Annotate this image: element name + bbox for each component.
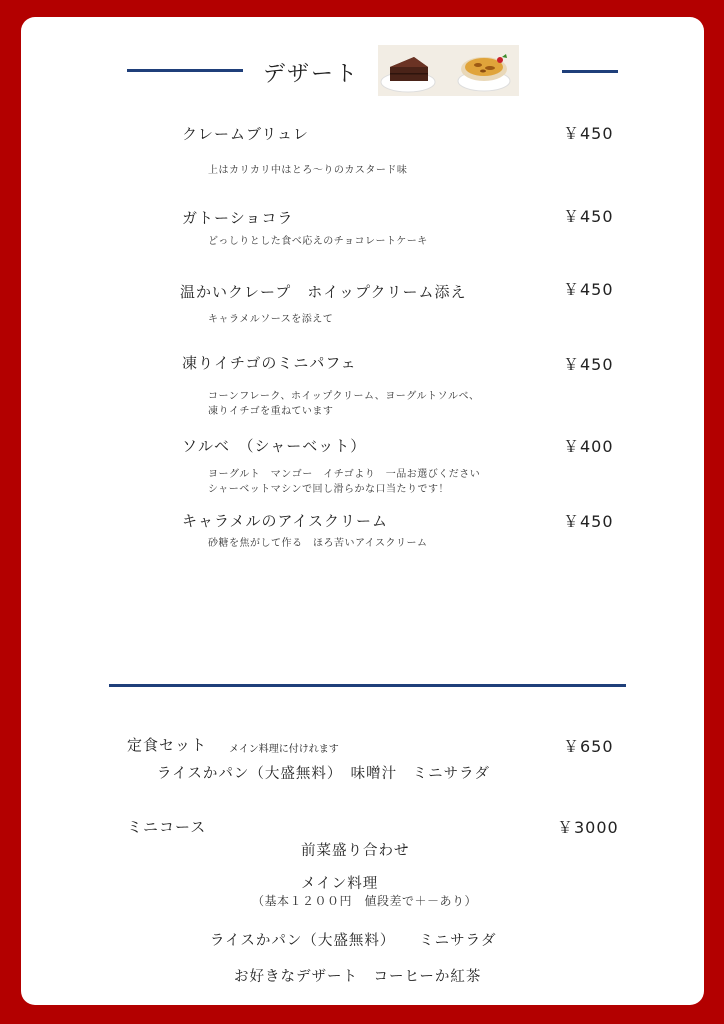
dessert-description: 砂糖を焦がして作る ほろ苦いアイスクリーム <box>208 538 428 549</box>
set-meal-price: ￥650 <box>563 737 614 756</box>
dessert-photo-illustration <box>378 45 519 96</box>
dessert-name: クレームブリュレ <box>182 125 309 143</box>
dessert-price: ￥450 <box>563 512 614 531</box>
mini-course-line: 前菜盛り合わせ <box>301 843 410 859</box>
dessert-description: 上はカリカリ中はとろ～りのカスタード味 <box>208 165 408 176</box>
dessert-price: ￥450 <box>563 280 614 299</box>
dessert-price: ￥450 <box>563 207 614 226</box>
mini-course-line: ライスかパン（大盛無料） ミニサラダ <box>210 933 497 949</box>
dessert-description: コーンフレーク、ホイップクリーム、ヨーグルトソルベ、 <box>208 391 480 402</box>
dessert-price: ￥400 <box>563 437 614 456</box>
dessert-price: ￥450 <box>563 124 614 143</box>
dessert-description: キャラメルソースを添えて <box>208 314 334 325</box>
mini-course-line: （基本１２００円 値段差で＋－あり） <box>252 894 478 908</box>
dessert-name: ガトーショコラ <box>182 209 294 227</box>
dessert-name: 凍りイチゴのミニパフェ <box>182 354 357 372</box>
mini-course-line: メイン料理 <box>301 876 379 892</box>
dessert-name: ソルベ （シャーベット） <box>182 437 367 455</box>
dessert-photo <box>378 45 519 96</box>
dessert-name: 温かいクレープ ホイップクリーム添え <box>180 283 467 301</box>
page-title: デザート <box>263 62 360 87</box>
set-meal-contents: ライスかパン（大盛無料） 味噌汁 ミニサラダ <box>157 766 491 782</box>
set-meal-note: メイン料理に付けれます <box>229 744 339 755</box>
dessert-description: シャーベットマシンで回し滑らかな口当たりです！ <box>208 484 450 495</box>
set-meal-name: 定食セット <box>127 736 208 754</box>
dessert-description: どっしりとした食べ応えのチョコレートケーキ <box>208 236 428 247</box>
mini-course-name: ミニコース <box>127 818 207 836</box>
mini-course-price: ￥3000 <box>557 818 619 837</box>
header-rule-left <box>127 69 243 72</box>
dessert-description: ヨーグルト マンゴー イチゴより 一品お選びください <box>208 469 481 480</box>
dessert-price: ￥450 <box>563 355 614 374</box>
mini-course-line: お好きなデザート コーヒーか紅茶 <box>234 969 482 985</box>
dessert-description: 凍りイチゴを重ねています <box>208 406 334 417</box>
dessert-name: キャラメルのアイスクリーム <box>182 512 389 530</box>
header-rule-right <box>562 70 618 73</box>
section-divider <box>109 684 626 687</box>
